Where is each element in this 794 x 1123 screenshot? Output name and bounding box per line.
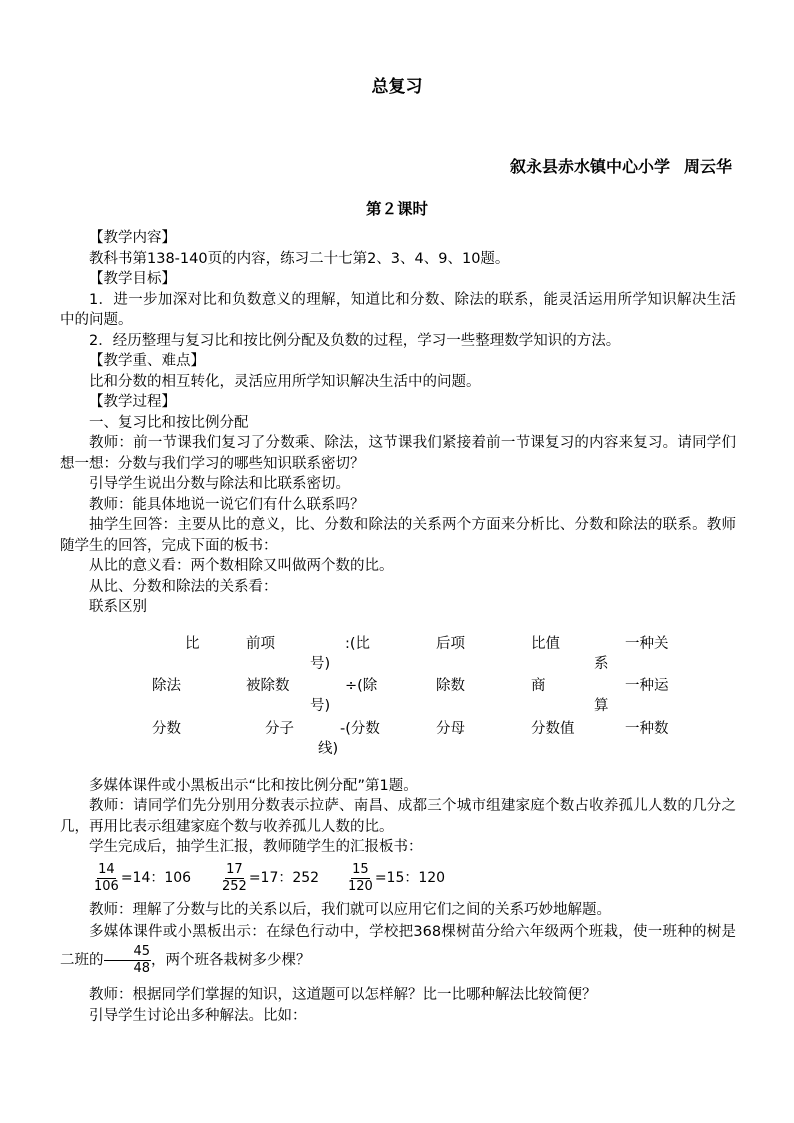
comparison-table <box>60 630 736 770</box>
paragraph: 1．进一步加深对比和负数意义的理解，知道比和分数、除法的联系，能灵活运用所学知识解决生活中的问题。 <box>60 291 736 328</box>
paragraph: 比和分数的相互转化，灵活应用所学知识解决生活中的问题。 <box>89 373 481 390</box>
ratio-equation: $\frac{17}{252}$ =17：252 <box>222 862 320 894</box>
section-heading-process: 【教学过程】 <box>89 394 176 410</box>
author-name: 周云华 <box>683 157 732 176</box>
paragraph: 教师：理解了分数与比的关系以后，我们就可以应用它们之间的关系巧妙地解题。 <box>89 901 611 918</box>
table-cell: :(比 <box>345 635 371 652</box>
table-cell: 比 <box>185 635 200 652</box>
table-cell: 线) <box>318 740 339 757</box>
paragraph: 引导学生讨论出多种解法。比如： <box>89 1007 307 1024</box>
table-cell: 一种关 <box>625 635 669 652</box>
ratio-equation: $\frac{14}{106}$ =14：106 <box>94 862 192 894</box>
paragraph: 从比、分数和除法的关系看： <box>89 578 278 595</box>
document-body <box>60 228 736 1026</box>
table-cell: 系 <box>594 655 609 672</box>
author-school: 叙永县赤水镇中心小学 <box>509 157 670 176</box>
page-title: 总复习 <box>371 77 423 97</box>
table-cell: -(分数 <box>340 720 380 737</box>
table-cell: 前项 <box>246 635 275 652</box>
table-cell: 号) <box>310 697 331 714</box>
lesson-heading: 第２课时 <box>365 200 428 218</box>
paragraph: 抽学生回答：主要从比的意义，比、分数和除法的关系两个方面来分析比、分数和除法的联系。教师随学生的回答，完成下面的板书： <box>60 517 736 554</box>
section-heading-goals: 【教学目标】 <box>89 271 176 287</box>
fraction: $\frac{17}{252}$ <box>222 862 247 894</box>
table-cell: 除法 <box>152 677 181 694</box>
table-cell: 被除数 <box>246 677 290 694</box>
paragraph: 学生完成后，抽学生汇报，教师随学生的汇报板书： <box>89 839 423 855</box>
table-cell: 商 <box>531 677 546 694</box>
table-cell: 号) <box>310 655 331 672</box>
fraction: $\frac{14}{106}$ <box>94 862 119 894</box>
paragraph: 2．经历整理与复习比和按比例分配及负数的过程，学习一些整理数学知识的方法。 <box>89 332 621 349</box>
section-heading-key-points: 【教学重、难点】 <box>89 353 205 369</box>
table-cell: 分子 <box>265 720 294 737</box>
paragraph: 多媒体课件或小黑板出示“比和按比例分配”第1题。 <box>89 777 418 794</box>
table-cell: 后项 <box>436 635 465 652</box>
table-cell: 一种数 <box>625 720 669 737</box>
table-cell: 分数 <box>152 720 181 737</box>
paragraph: 教师：前一节课我们复习了分数乘、除法，这节课我们紧接着前一节课复习的内容来复习。请同学们想一想：分数与我们学习的哪些知识联系密切？ <box>60 435 736 472</box>
after-table-block <box>60 776 736 858</box>
author-line <box>510 154 732 177</box>
paragraph: 教科书第138-140页的内容，练习二十七第2、3、4、9、10题。 <box>89 250 510 267</box>
section-heading-content: 【教学内容】 <box>89 230 176 246</box>
table-cell: 一种运 <box>625 677 669 694</box>
paragraph: 教师：能具体地说一说它们有什么联系吗？ <box>89 496 365 513</box>
paragraph: 教师：根据同学们掌握的知识，这道题可以怎样解？比一比哪种解法比较简便？ <box>89 987 597 1003</box>
table-cell: 算 <box>594 697 609 714</box>
fraction: $\frac{45}{48}$ <box>104 944 152 977</box>
paragraph: 从比的意义看：两个数相除又叫做两个数的比。 <box>89 558 394 574</box>
paragraph: 教师：请同学们先分别用分数表示拉萨、南昌、成都三个城市组建家庭个数占收养孤儿人数的几分之几，再用比表示组建家庭个数与收养孤儿人数的比。 <box>60 798 736 835</box>
table-cell: 除数 <box>436 677 465 694</box>
fraction: $\frac{15}{120}$ <box>348 862 373 894</box>
table-cell: 比值 <box>531 635 560 652</box>
paragraph: 引导学生说出分数与除法和比联系密切。 <box>89 476 350 492</box>
problem-paragraph: 多媒体课件或小黑板出示：在绿色行动中，学校把368棵树苗分给六年级两个班栽，使一班种的树是二班的 $\frac{45}{48}$ ，两个班各栽树多少棵？ <box>60 924 736 976</box>
paragraph: 一、复习比和按比例分配 <box>89 414 249 431</box>
table-cell: 分母 <box>436 720 465 737</box>
paragraph: 联系区别 <box>89 599 147 615</box>
ratio-equation: $\frac{15}{120}$ =15：120 <box>348 862 446 894</box>
ratio-equations <box>60 858 736 900</box>
table-cell: ÷(除 <box>345 677 378 694</box>
table-cell: 分数值 <box>531 720 575 737</box>
